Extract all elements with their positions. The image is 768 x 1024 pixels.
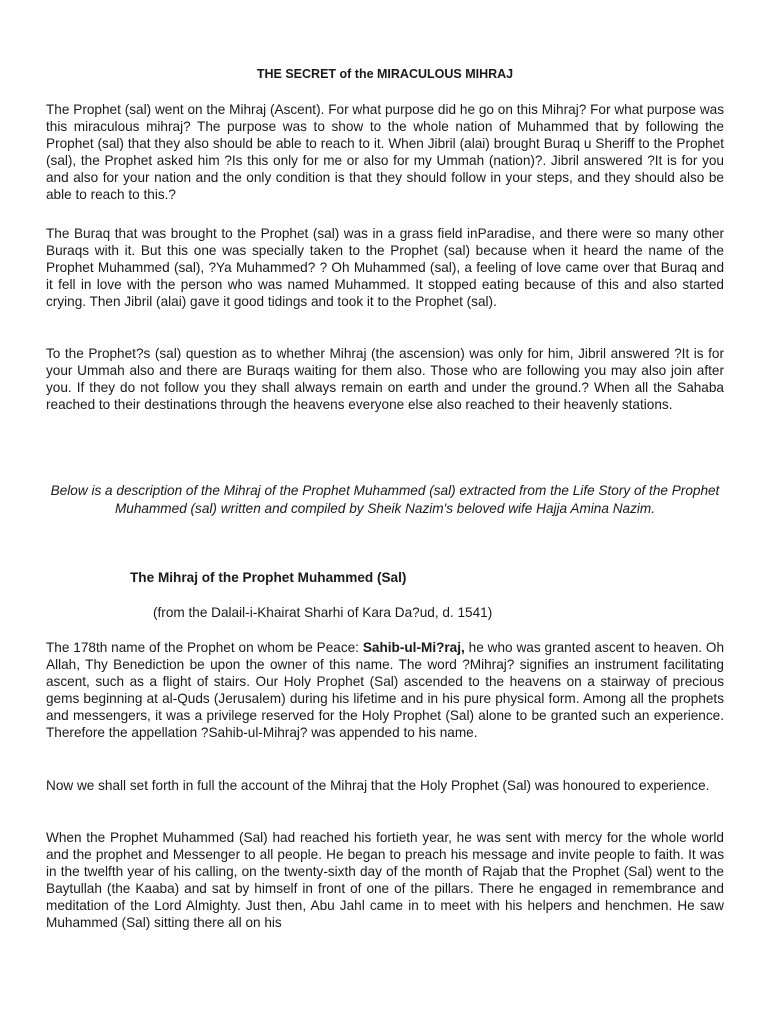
document-title: THE SECRET of the MIRACULOUS MIHRAJ [256, 67, 514, 81]
paragraph-fortieth-year: When the Prophet Muhammed (Sal) had reached his fortieth year, he was sent with mercy for the whole world and the prophet and Messenger to all people. He began to preach his message and invite people to faith. It was in the twelfth year of his calling, on the twenty-sixth day of the month of Rajab that the Prophet (Sal) went to the Baytullah (the Kaaba) and sat by himself in front of one of the pillars. There he engaged in remembrance and meditation of the Lord Almighty. Just then, Abu Jahl came in to meet with his helpers and henchmen. He saw Muhammed (Sal) sitting there all on his [46, 830, 724, 930]
paragraph-buraq: The Buraq that was brought to the Prophet (sal) was in a grass field inParadise, and there were so many other Buraqs with it. But this one was specially taken to the Prophet (sal) because when it heard the name of the Prophet Muhammed (sal), ?Ya Muhammed? ? Oh Muhammed (sal), a feeling of love came over that Buraq and it fell in love with the person who was named Muhammed. It stopped eating because of this and also started crying. Then Jibril (alai) gave it good tidings and took it to the Prophet (sal). [46, 226, 724, 309]
paragraph-178th-name-intro: The 178th name of the Prophet on whom be Peace: [46, 640, 363, 655]
paragraph-purpose-of-mihraj: The Prophet (sal) went on the Mihraj (Ascent). For what purpose did he go on this Mihraj? For what purpose was this miraculous mihraj? The purpose was to show to the whole nation of Muhammed that by following the Prophet (sal) that they also should be able to reach to it. When Jibril (alai) brought Buraq u Sheriff to the Prophet (sal), the Prophet asked him ?Is this only for me or also for my Ummah (nation)?. Jibril answered ?It is for you and also for your nation and the only condition is that they should follow in your steps, and they should also be able to reach to this.? [46, 102, 724, 202]
paragraph-178th-name-rest: he who was granted ascent to heaven. Oh Allah, Thy Benediction be upon the owner of this name. The word ?Mihraj? signifies an instrument facilitating ascent, such as a flight of stairs. Our Holy Prophet (Sal) ascended to the heavens on a stairway of precious gems beginning at al-Quds (Jerusalem) during his lifetime and in his pure physical form. Among all the prophets and messengers, it was a privilege reserved for the Holy Prophet (Sal) alone to be granted such an experience. Therefore the appellation ?Sahib-ul-Mihraj? was appended to his name. [46, 640, 725, 740]
paragraph-178th-name [46, 639, 724, 741]
source-citation: (from the Dalail-i-Khairat Sharhi of Kara Da?ud, d. 1541) [153, 605, 493, 620]
section-heading: The Mihraj of the Prophet Muhammed (Sal) [130, 570, 407, 585]
paragraph-ummah-question: To the Prophet?s (sal) question as to whether Mihraj (the ascension) was only for him, Jibril answered ?It is for your Ummah also and there are Buraqs waiting for them also. Those who are following you may also join after you. If they do not follow you they shall always remain on earth and under the ground.? When all the Sahaba reached to their destinations through the heavens everyone else also reached to their heavenly stations. [46, 346, 724, 412]
sahib-ul-miraj-term: Sahib-ul-Mi?raj, [362, 640, 465, 655]
italic-source-note: Below is a description of the Mihraj of the Prophet Muhammed (sal) extracted from the Life Story of the Prophet Muhammed (sal) written and compiled by Sheik Nazim's beloved wife Hajja Amina Nazim. [50, 483, 720, 516]
paragraph-account-intro: Now we shall set forth in full the account of the Mihraj that the Holy Prophet (Sal) was honoured to experience. [46, 778, 710, 793]
